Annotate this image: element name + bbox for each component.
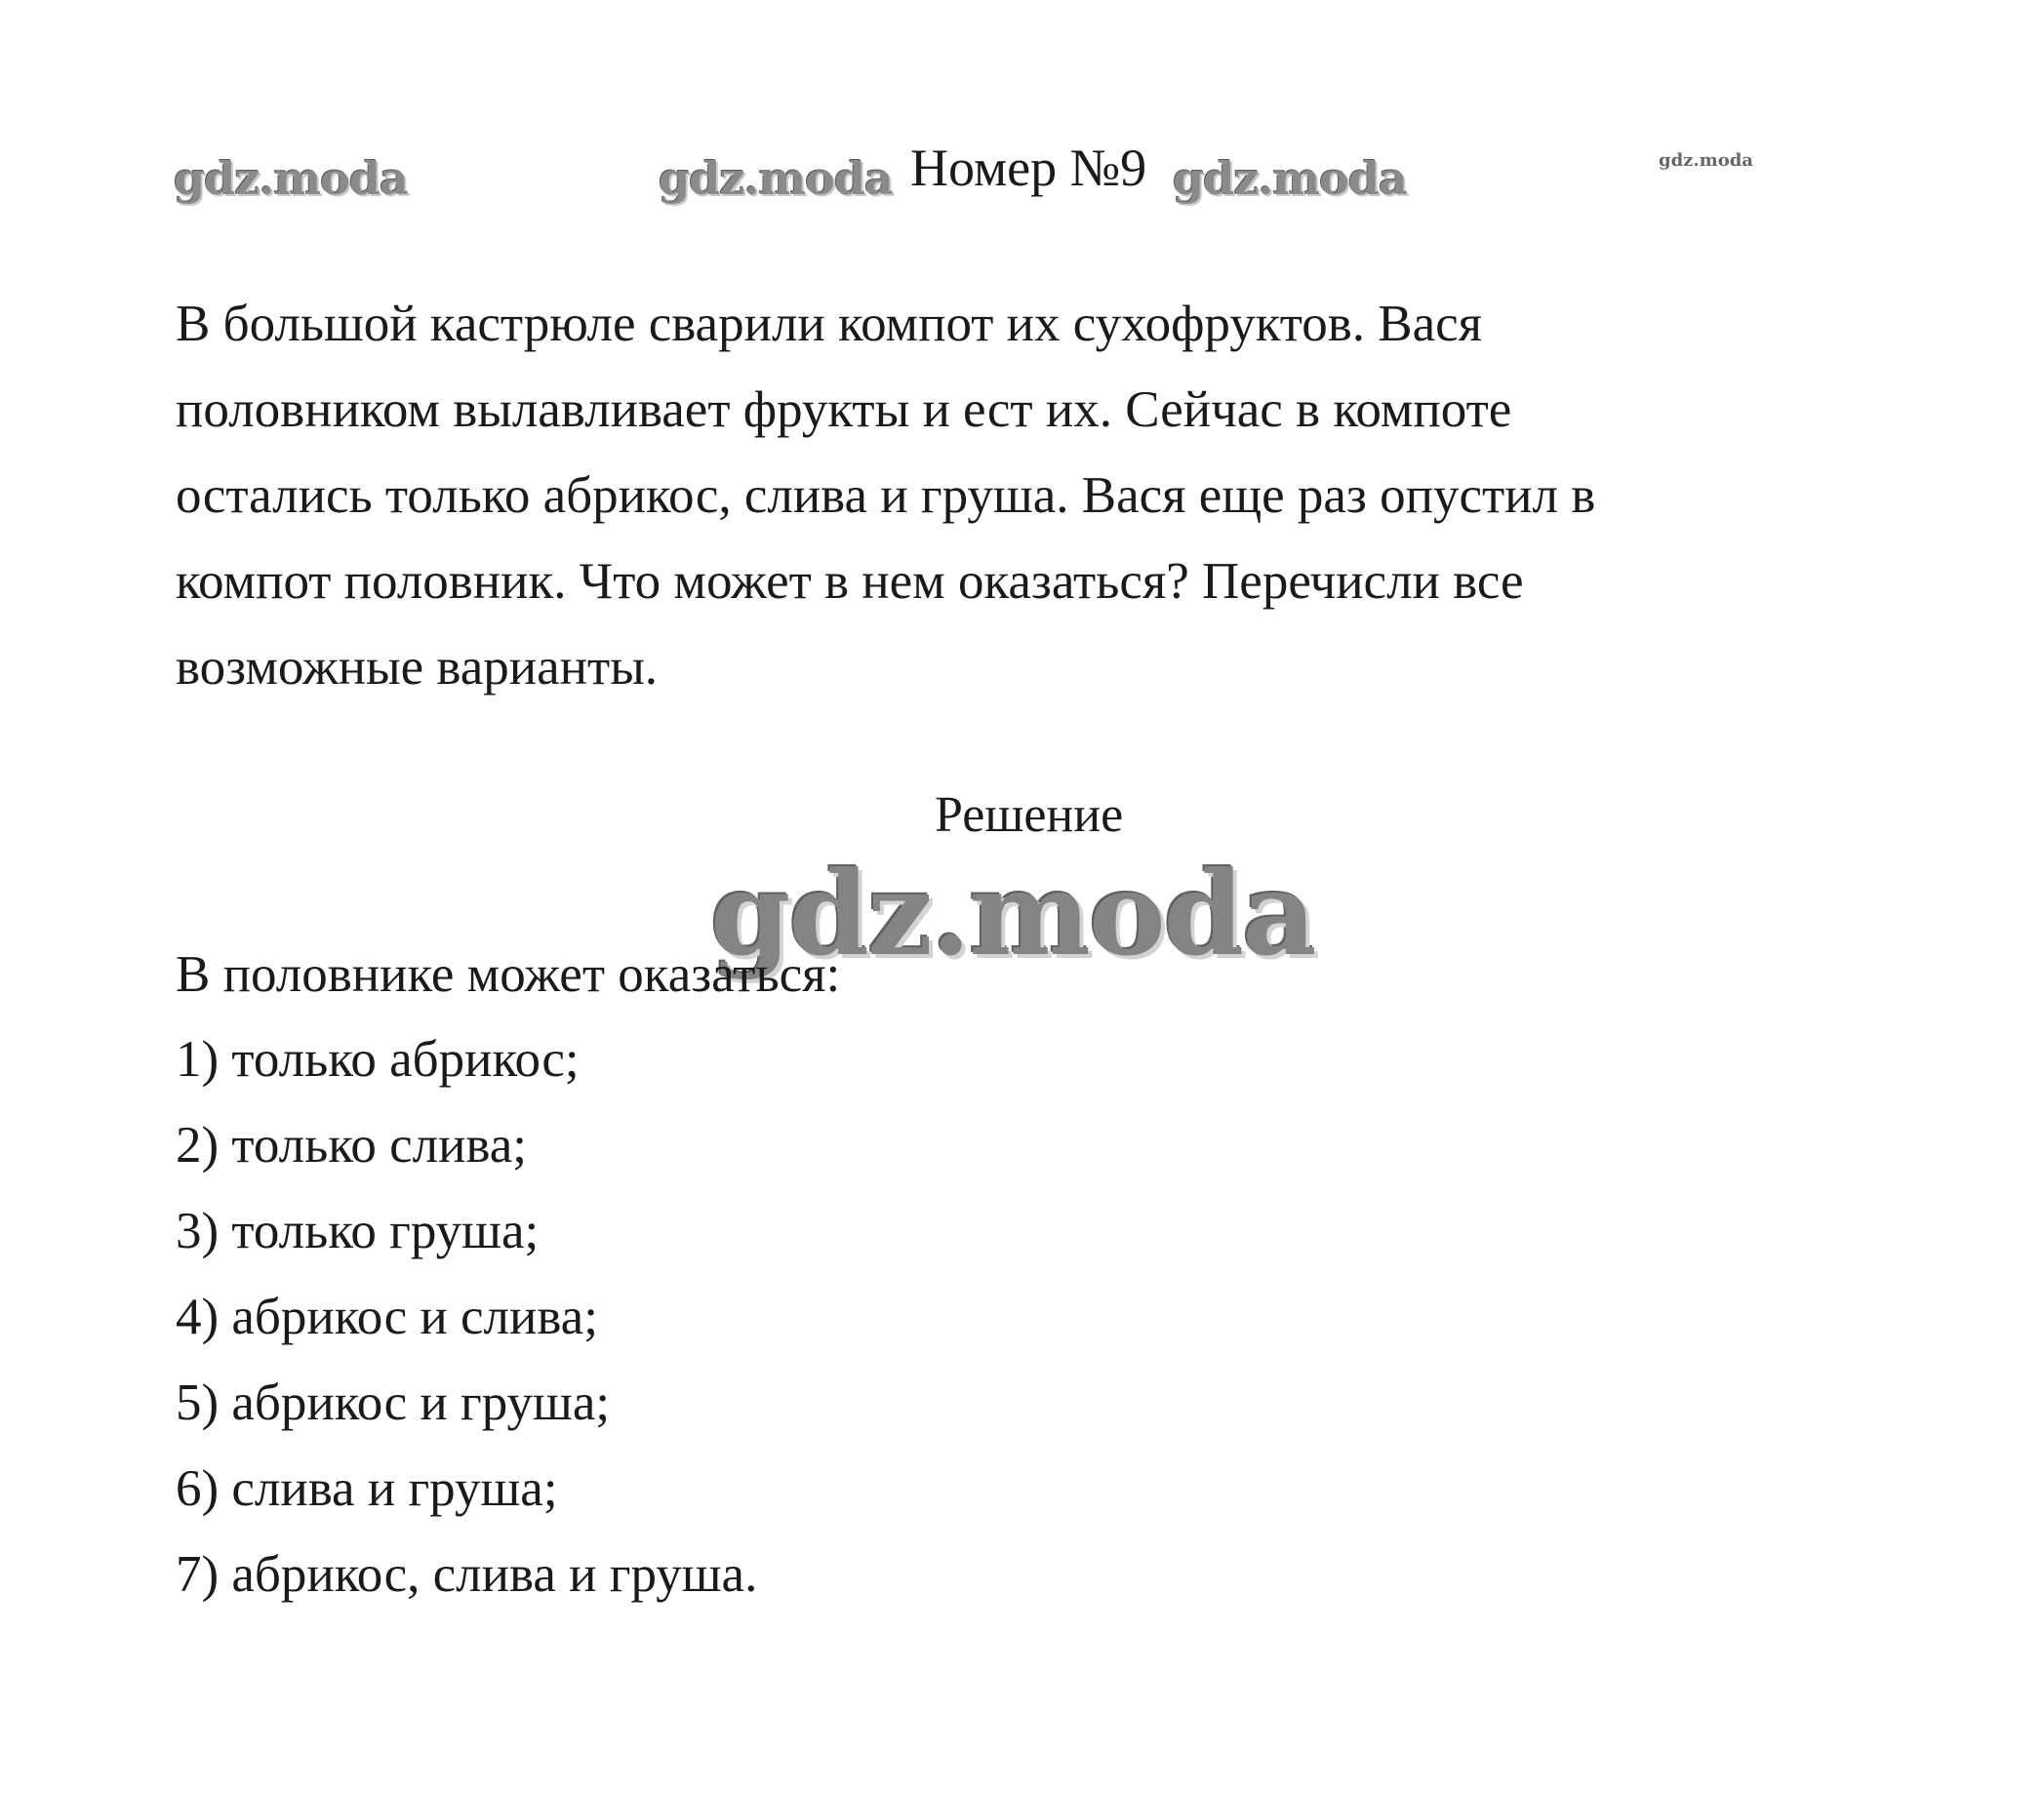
task-line: компот половник. Что может в нем оказаться? Перечисли все xyxy=(176,553,1524,610)
task-line: половником вылавливает фрукты и ест их. Сейчас в компоте xyxy=(176,381,1512,438)
task-line: возможные варианты. xyxy=(176,639,659,696)
solution-heading: Решение xyxy=(935,787,1124,843)
answer-list xyxy=(176,1031,758,1635)
list-item: 1) только абрикос; xyxy=(176,1031,580,1088)
list-item: 6) слива и груша; xyxy=(176,1460,558,1517)
watermark-logo: gdz.moda xyxy=(174,152,408,205)
task-line: остались только абрикос, слива и груша. Вася еще раз опустил в xyxy=(176,467,1596,524)
list-item: 4) абрикос и слива; xyxy=(176,1289,598,1345)
list-item: 3) только груша; xyxy=(176,1203,540,1259)
list-item: 2) только слива; xyxy=(176,1117,528,1174)
task-line: В большой кастрюле сварили компот их сухофруктов. Вася xyxy=(176,296,1483,352)
watermark-logo-small: gdz.moda xyxy=(1659,150,1753,171)
list-item: 5) абрикос и груша; xyxy=(176,1375,611,1431)
answer-intro: В половнике может оказаться: xyxy=(176,946,841,1003)
watermark-logo: gdz.moda xyxy=(1173,152,1407,205)
page-title: Номер №9 xyxy=(910,139,1147,197)
watermark-logo-large: gdz.moda xyxy=(710,846,1315,981)
watermark-logo: gdz.moda xyxy=(659,152,893,205)
task-statement xyxy=(176,281,1854,710)
list-item: 7) абрикос, слива и груша. xyxy=(176,1546,758,1603)
